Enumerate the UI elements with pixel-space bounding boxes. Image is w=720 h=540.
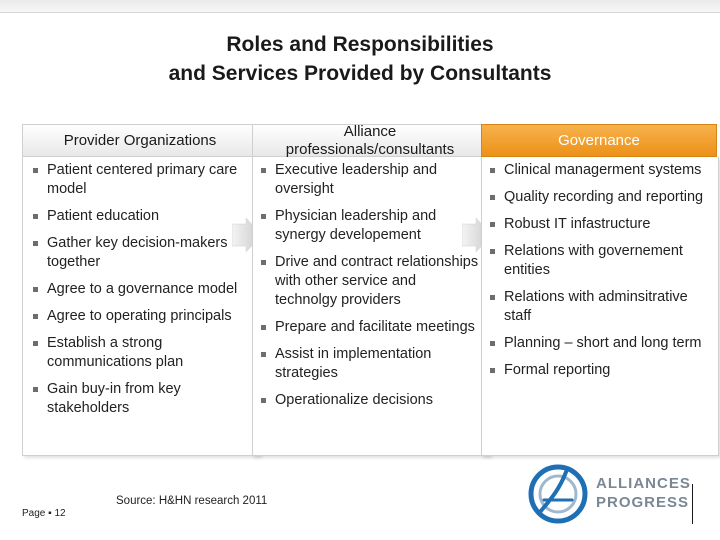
list-item (31, 207, 253, 226)
list-item-text: Relations with governement entities (504, 243, 683, 278)
logo-divider (692, 484, 693, 524)
list-item (488, 361, 710, 380)
list-item-text: Patient education (47, 208, 160, 224)
list-item (31, 380, 253, 418)
list-item-text: Planning – short and long term (504, 335, 702, 351)
bullet-icon (490, 341, 495, 346)
list-item (259, 318, 481, 337)
list-item (259, 207, 481, 245)
list-item (488, 188, 710, 207)
bullet-icon (490, 249, 495, 254)
list-item (259, 345, 481, 383)
bullet-icon (261, 352, 266, 357)
bullet-icon (33, 387, 38, 392)
list-item (31, 161, 253, 199)
bullet-icon (261, 168, 266, 173)
list-item-text: Quality recording and reporting (504, 189, 704, 205)
bullet-icon (33, 241, 38, 246)
page-number: Page ▪ 12 (22, 508, 66, 519)
list-item-text: Drive and contract relationships with other service and technolgy providers (275, 254, 479, 308)
list-item-text: Gather key decision-makers together (47, 235, 228, 270)
list-item-text: Executive leadership and oversight (275, 162, 438, 197)
consultants-header-label: Alliance professionals/consultants (285, 122, 455, 158)
list-item (488, 288, 710, 326)
bullet-icon (33, 287, 38, 292)
bullet-icon (261, 325, 266, 330)
list-item-text: Relations with adminsitrative staff (504, 289, 688, 324)
list-item-text: Clinical managerment systems (504, 162, 702, 178)
slide-title (0, 30, 720, 88)
list-item-text: Agree to a governance model (47, 281, 238, 297)
source-note: Source: H&HN research 2011 (116, 495, 268, 507)
list-item (488, 334, 710, 353)
title-line-2: and Services Provided by Consultants (168, 62, 552, 85)
list-item (31, 334, 253, 372)
list-item-text: Agree to operating principals (47, 308, 232, 324)
bullet-icon (261, 260, 266, 265)
list-item (259, 391, 481, 410)
bullet-icon (490, 168, 495, 173)
bullet-icon (261, 398, 266, 403)
bullet-icon (33, 341, 38, 346)
title-line-1: Roles and Responsibilities (226, 33, 494, 56)
provider-column-header (22, 124, 258, 157)
list-item-text: Gain buy-in from key stakeholders (47, 381, 181, 416)
list-item-text: Robust IT infastructure (504, 216, 651, 232)
logo-text-line-1: ALLIANCES (596, 475, 691, 492)
list-item (259, 161, 481, 199)
bullet-icon (261, 214, 266, 219)
logo-text-line-2: PROGRESS (596, 494, 690, 511)
logo-emblem-icon (526, 462, 590, 526)
consultants-list (259, 161, 481, 418)
list-item-text: Prepare and facilitate meetings (275, 319, 475, 335)
list-item (31, 234, 253, 272)
top-divider (0, 12, 720, 13)
provider-header-label: Provider Organizations (63, 131, 217, 149)
top-band (0, 0, 720, 12)
bullet-icon (490, 295, 495, 300)
bullet-icon (33, 214, 38, 219)
list-item-text: Operationalize decisions (275, 392, 433, 408)
consultants-column-header (252, 124, 488, 157)
bullet-icon (33, 168, 38, 173)
list-item (259, 253, 481, 310)
list-item-text: Formal reporting (504, 362, 611, 378)
list-item-text: Establish a strong communications plan (47, 335, 184, 370)
bullet-icon (33, 314, 38, 319)
governance-column-header (481, 124, 717, 157)
list-item (488, 161, 710, 180)
list-item-text: Physician leadership and synergy developement (275, 208, 437, 243)
list-item (31, 307, 253, 326)
provider-list (31, 161, 253, 426)
governance-list (488, 161, 710, 388)
bullet-icon (490, 368, 495, 373)
bullet-icon (490, 195, 495, 200)
list-item (488, 215, 710, 234)
list-item (31, 280, 253, 299)
list-item-text: Assist in implementation strategies (275, 346, 432, 381)
bullet-icon (490, 222, 495, 227)
alliances-progress-logo (524, 458, 720, 528)
governance-header-label: Governance (558, 131, 640, 149)
list-item-text: Patient centered primary care model (47, 162, 238, 197)
list-item (488, 242, 710, 280)
